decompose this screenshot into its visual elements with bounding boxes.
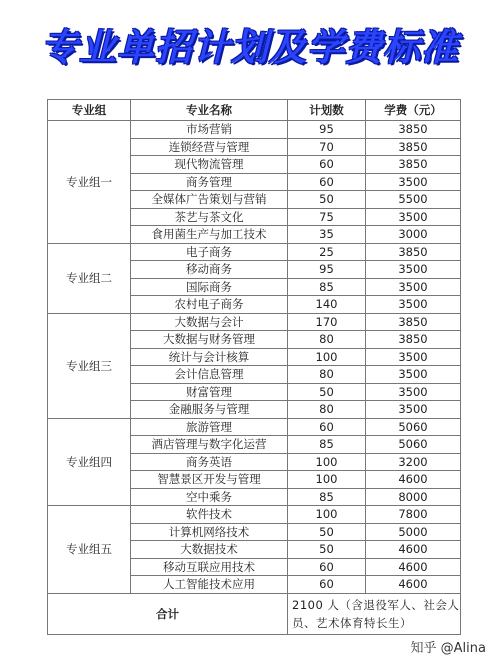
plan-cell: 85 <box>288 278 366 296</box>
major-cell: 大数据与财务管理 <box>131 331 288 349</box>
major-cell: 茶艺与茶文化 <box>131 208 288 226</box>
fee-cell: 4600 <box>366 558 461 576</box>
major-cell: 智慧景区开发与管理 <box>131 471 288 489</box>
group-cell: 专业组四 <box>48 418 131 506</box>
major-cell: 人工智能技术应用 <box>131 576 288 594</box>
table-row <box>48 506 461 524</box>
plan-cell: 140 <box>288 296 366 314</box>
fee-cell: 3500 <box>366 296 461 314</box>
major-cell: 软件技术 <box>131 506 288 524</box>
plan-cell: 100 <box>288 453 366 471</box>
major-cell: 酒店管理与数字化运营 <box>131 436 288 454</box>
plan-cell: 60 <box>288 558 366 576</box>
group-cell: 专业组一 <box>48 121 131 244</box>
plan-cell: 100 <box>288 348 366 366</box>
major-cell: 现代物流管理 <box>131 156 288 174</box>
major-cell: 商务管理 <box>131 173 288 191</box>
major-cell: 空中乘务 <box>131 488 288 506</box>
fee-cell: 3500 <box>366 278 461 296</box>
fee-cell: 3500 <box>366 348 461 366</box>
header-group: 专业组 <box>48 100 131 121</box>
fee-cell: 5000 <box>366 523 461 541</box>
major-cell: 大数据与会计 <box>131 313 288 331</box>
major-cell: 旅游管理 <box>131 418 288 436</box>
plan-cell: 60 <box>288 576 366 594</box>
plan-cell: 80 <box>288 401 366 419</box>
watermark: 知乎 @Alina <box>410 641 486 656</box>
fee-cell: 3500 <box>366 173 461 191</box>
group-cell: 专业组三 <box>48 313 131 418</box>
total-text: 2100 人（含退役军人、社会人员、艺术体育特长生） <box>288 593 461 634</box>
major-cell: 移动商务 <box>131 261 288 279</box>
group-cell: 专业组二 <box>48 243 131 313</box>
plan-cell: 70 <box>288 138 366 156</box>
major-cell: 财富管理 <box>131 383 288 401</box>
fee-cell: 8000 <box>366 488 461 506</box>
plan-cell: 80 <box>288 366 366 384</box>
fee-cell: 3850 <box>366 313 461 331</box>
fee-cell: 5500 <box>366 191 461 209</box>
table-body <box>48 121 461 594</box>
fee-cell: 3500 <box>366 208 461 226</box>
group-cell: 专业组五 <box>48 506 131 594</box>
table-row <box>48 121 461 139</box>
fee-cell: 3500 <box>366 366 461 384</box>
table-row <box>48 418 461 436</box>
header-plan: 计划数 <box>288 100 366 121</box>
major-cell: 计算机网络技术 <box>131 523 288 541</box>
plan-cell: 60 <box>288 156 366 174</box>
table-header-row <box>48 100 461 121</box>
major-cell: 金融服务与管理 <box>131 401 288 419</box>
plan-cell: 50 <box>288 383 366 401</box>
fee-cell: 5060 <box>366 436 461 454</box>
total-row <box>48 593 461 634</box>
plan-cell: 85 <box>288 488 366 506</box>
plan-cell: 35 <box>288 226 366 244</box>
fee-cell: 3850 <box>366 138 461 156</box>
enrollment-table <box>47 99 461 635</box>
major-cell: 全媒体广告策划与营销 <box>131 191 288 209</box>
fee-cell: 4600 <box>366 541 461 559</box>
plan-cell: 170 <box>288 313 366 331</box>
plan-cell: 75 <box>288 208 366 226</box>
major-cell: 市场营销 <box>131 121 288 139</box>
fee-cell: 3200 <box>366 453 461 471</box>
fee-cell: 7800 <box>366 506 461 524</box>
page-title: 专业单招计划及学费标准 <box>41 26 459 69</box>
fee-cell: 3850 <box>366 243 461 261</box>
plan-cell: 100 <box>288 471 366 489</box>
major-cell: 移动互联应用技术 <box>131 558 288 576</box>
plan-cell: 80 <box>288 331 366 349</box>
plan-cell: 60 <box>288 418 366 436</box>
header-fee: 学费（元） <box>366 100 461 121</box>
plan-cell: 50 <box>288 541 366 559</box>
major-cell: 农村电子商务 <box>131 296 288 314</box>
major-cell: 电子商务 <box>131 243 288 261</box>
fee-cell: 3500 <box>366 401 461 419</box>
plan-cell: 50 <box>288 191 366 209</box>
plan-cell: 85 <box>288 436 366 454</box>
plan-cell: 50 <box>288 523 366 541</box>
major-cell: 国际商务 <box>131 278 288 296</box>
fee-cell: 4600 <box>366 576 461 594</box>
total-label: 合计 <box>48 593 288 634</box>
fee-cell: 3000 <box>366 226 461 244</box>
header-major: 专业名称 <box>131 100 288 121</box>
major-cell: 会计信息管理 <box>131 366 288 384</box>
fee-cell: 3500 <box>366 383 461 401</box>
fee-cell: 3850 <box>366 156 461 174</box>
table-row <box>48 313 461 331</box>
major-cell: 商务英语 <box>131 453 288 471</box>
major-cell: 大数据技术 <box>131 541 288 559</box>
table-row <box>48 243 461 261</box>
major-cell: 食用菌生产与加工技术 <box>131 226 288 244</box>
fee-cell: 3850 <box>366 331 461 349</box>
fee-cell: 4600 <box>366 471 461 489</box>
fee-cell: 3500 <box>366 261 461 279</box>
plan-cell: 60 <box>288 173 366 191</box>
major-cell: 统计与会计核算 <box>131 348 288 366</box>
plan-cell: 95 <box>288 261 366 279</box>
plan-cell: 95 <box>288 121 366 139</box>
major-cell: 连锁经营与管理 <box>131 138 288 156</box>
plan-cell: 25 <box>288 243 366 261</box>
plan-cell: 100 <box>288 506 366 524</box>
fee-cell: 5060 <box>366 418 461 436</box>
fee-cell: 3850 <box>366 121 461 139</box>
